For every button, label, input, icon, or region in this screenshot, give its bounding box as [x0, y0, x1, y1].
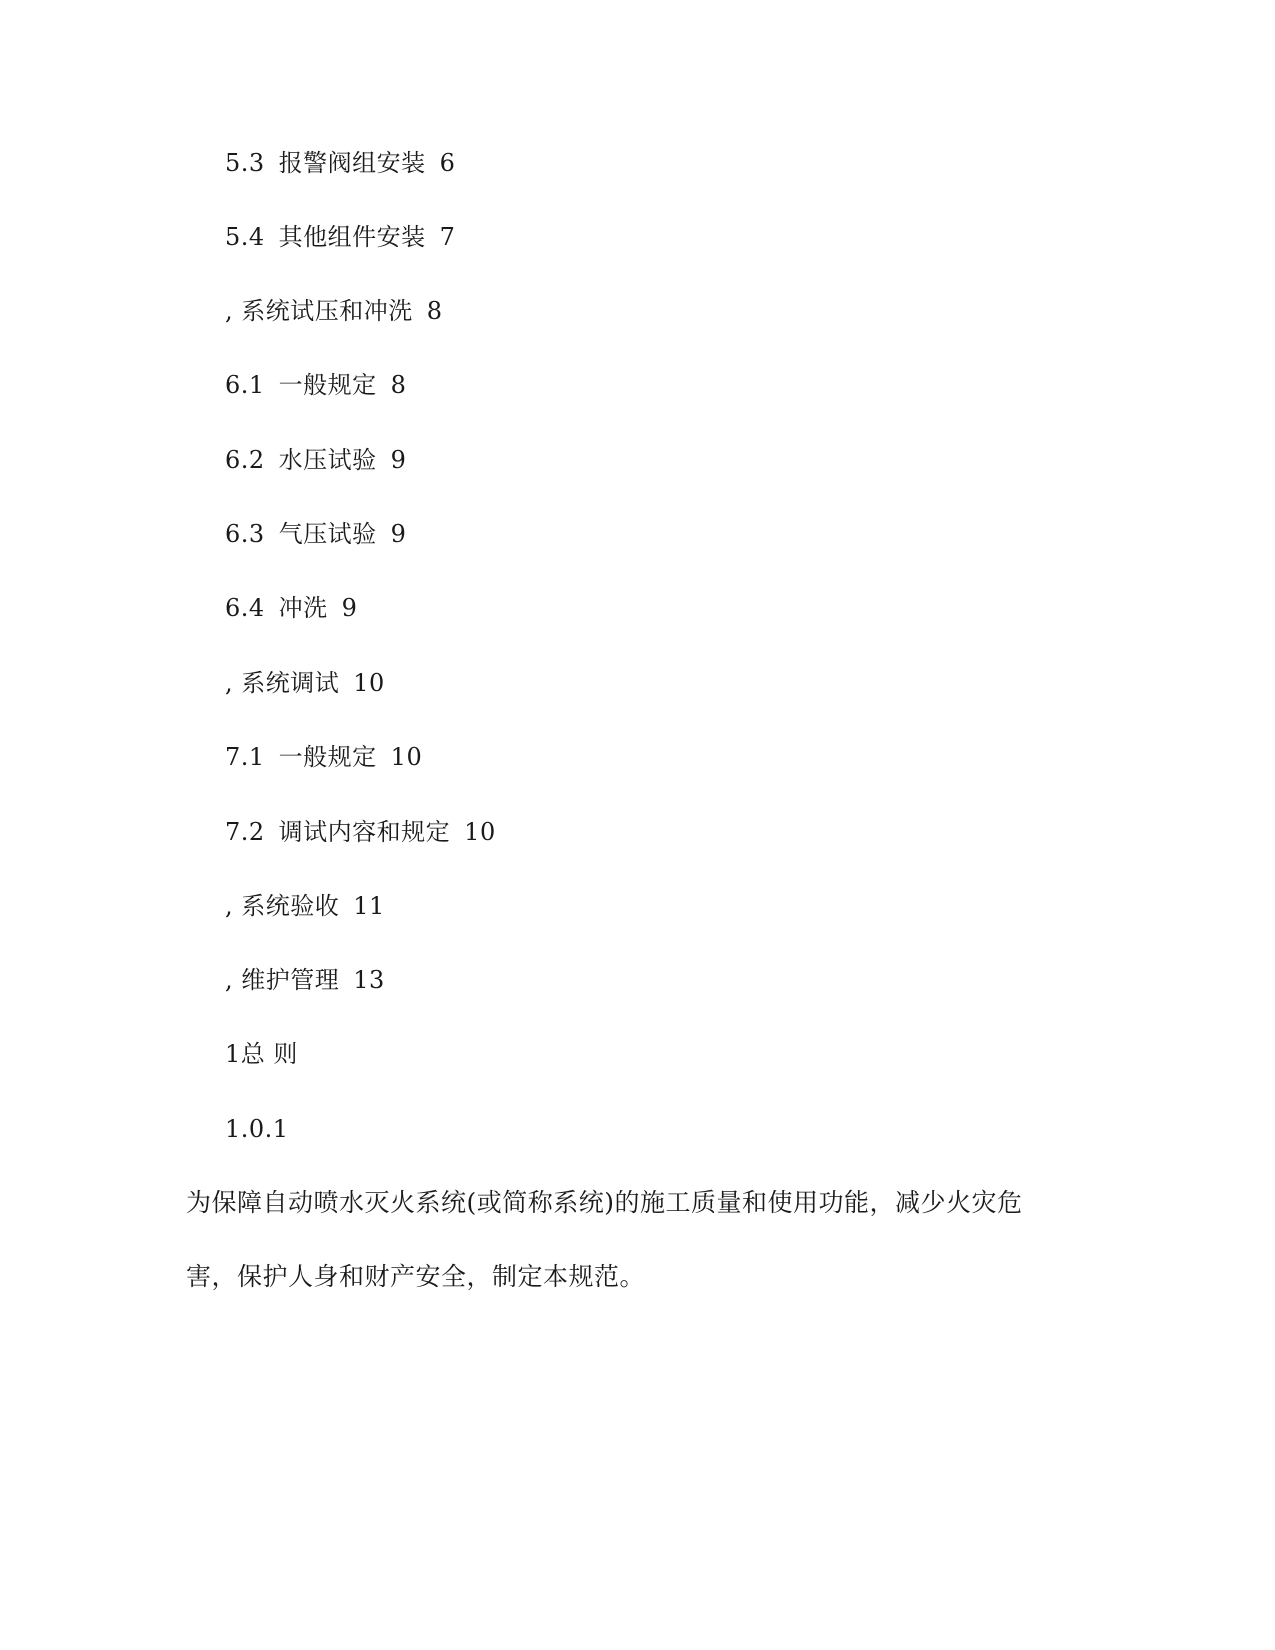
toc-entry-page: 9: [390, 446, 407, 474]
toc-entry: [225, 965, 385, 995]
toc-entry: [225, 222, 455, 252]
toc-entry-page: 8: [426, 297, 443, 325]
toc-entry-page: 10: [390, 743, 423, 771]
toc-entry-page: 13: [353, 966, 385, 994]
toc-entry: [225, 148, 455, 178]
toc-entry: [225, 593, 357, 623]
toc-entry-number: 6.3: [225, 520, 265, 548]
toc-entry: [225, 519, 406, 549]
body-paragraph-line-2: 害，保护人身和财产安全，制定本规范。: [186, 1262, 646, 1291]
toc-entry-page: 8: [390, 371, 407, 399]
toc-entry: [225, 742, 422, 772]
body-paragraph-line-1: 为保障自动喷水灭火系统(或简称系统)的施工质量和使用功能，减少火灾危: [186, 1188, 1023, 1217]
toc-entry-page: 7: [439, 223, 456, 251]
toc-entry-number: 7.1: [225, 743, 265, 771]
toc-entry-title: 一般规定: [278, 743, 377, 771]
toc-entry-number: 7.2: [225, 818, 265, 846]
toc-entry-title: 报警阀组安装: [278, 149, 426, 177]
toc-entry: [225, 891, 385, 921]
toc-entry: [225, 445, 406, 475]
toc-entry-title: 调试内容和规定: [278, 818, 451, 846]
toc-entry-title: , 系统调试: [225, 669, 340, 697]
toc-entry-page: 11: [353, 892, 385, 920]
chapter-heading: 1总 则: [225, 1040, 298, 1068]
toc-entry-number: 5.3: [225, 149, 265, 177]
toc-entry: [225, 370, 406, 400]
toc-entry-title: 水压试验: [278, 446, 377, 474]
toc-entry-number: 6.4: [225, 594, 265, 622]
toc-entry: [225, 817, 496, 847]
toc-entry-title: , 系统试压和冲洗: [225, 297, 413, 325]
toc-entry-title: , 系统验收: [225, 892, 340, 920]
toc-entry: [225, 296, 443, 326]
toc-entry-page: 10: [353, 669, 385, 697]
toc-entry-title: 气压试验: [278, 520, 377, 548]
toc-entry-page: 9: [390, 520, 407, 548]
toc-entry-title: 其他组件安装: [278, 223, 426, 251]
toc-entry-number: 6.2: [225, 446, 265, 474]
toc-entry-title: 一般规定: [278, 371, 377, 399]
toc-entry: [225, 668, 385, 698]
clause-number: 1.0.1: [225, 1115, 289, 1143]
toc-entry-number: 6.1: [225, 371, 265, 399]
toc-entry-page: 9: [341, 594, 358, 622]
toc-entry-title: , 维护管理: [225, 966, 340, 994]
toc-entry-title: 冲洗: [278, 594, 328, 622]
toc-entry-page: 10: [464, 818, 496, 846]
toc-entry-number: 5.4: [225, 223, 265, 251]
toc-entry-page: 6: [439, 149, 456, 177]
